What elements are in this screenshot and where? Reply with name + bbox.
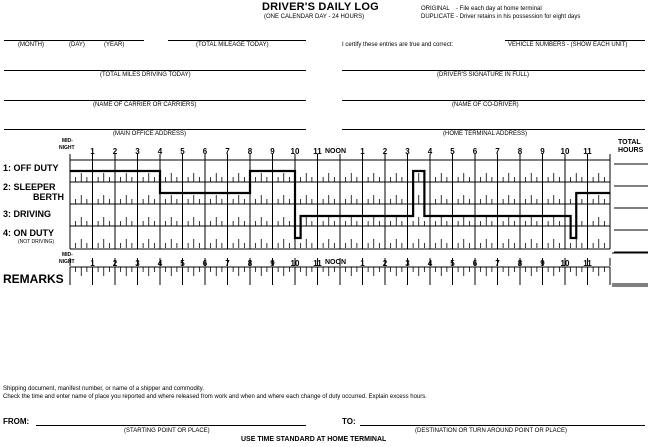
hour-label-am: 6	[202, 259, 208, 268]
hour-label-pm: 4	[427, 147, 433, 156]
hour-label-am: 9	[270, 259, 275, 268]
to-field[interactable]	[360, 416, 645, 425]
vehicle-numbers-label: VEHICLE NUMBERS - (SHOW EACH UNIT)	[508, 42, 628, 48]
hour-label-pm: 8	[517, 259, 523, 268]
main-office-label: (MAIN OFFICE ADDRESS)	[113, 131, 187, 137]
hour-label-pm: 2	[382, 147, 388, 156]
year-label: (YEAR)	[104, 42, 125, 48]
certify-text: I certify these entries are true and correct:	[342, 42, 454, 48]
remarks-label: REMARKS	[3, 272, 64, 286]
log-subtitle: (ONE CALENDAR DAY - 24 HOURS)	[264, 14, 365, 20]
hour-label-pm: 9	[540, 147, 545, 156]
log-title: DRIVER'S DAILY LOG	[262, 1, 379, 13]
shipping-text: Shipping document, manifest number, or name of a shipper and commodity.	[3, 386, 204, 392]
hour-label-am: 11	[313, 147, 322, 156]
hour-label-am: 3	[135, 147, 140, 156]
hour-label-pm: 5	[450, 259, 455, 268]
day-label: (DAY)	[69, 42, 85, 48]
midnight-bottom-label-2: NIGHT	[59, 259, 75, 265]
hour-label-pm: 1	[360, 259, 365, 268]
hour-label-pm: 2	[382, 259, 388, 268]
time-standard-text: USE TIME STANDARD AT HOME TERMINAL	[241, 436, 387, 443]
hour-label-pm: 7	[495, 259, 500, 268]
driver-signature-label: (DRIVER'S SIGNATURE IN FULL)	[437, 72, 530, 78]
sleeper-berth-label-2: BERTH	[33, 192, 64, 202]
hour-label-am: 8	[247, 147, 253, 156]
hour-label-pm: 3	[405, 147, 410, 156]
hour-label-am: 5	[180, 259, 185, 268]
to-label: TO:	[342, 417, 356, 426]
duplicate-text: - Driver retains in his possession for eight days	[456, 14, 581, 20]
hour-label-am: 2	[112, 259, 118, 268]
hour-label-pm: 3	[405, 259, 410, 268]
hour-label-am: 9	[270, 147, 275, 156]
hour-label-pm: 4	[427, 259, 433, 268]
hour-label-am: 1	[90, 147, 95, 156]
not-driving-label: (NOT DRIVING)	[18, 239, 55, 245]
total-hours-label-1: TOTAL	[618, 139, 641, 146]
driving-label: 3: DRIVING	[3, 209, 52, 219]
hour-label-am: 8	[247, 259, 253, 268]
hour-label-pm: 7	[495, 147, 500, 156]
noon-label-top: NOON	[325, 148, 346, 155]
hour-label-am: 1	[90, 259, 95, 268]
hour-label-am: 7	[225, 147, 230, 156]
co-driver-label: (NAME OF CO-DRIVER)	[452, 102, 519, 108]
total-hours-label-2: HOURS	[618, 147, 644, 154]
hour-label-am: 4	[157, 259, 163, 268]
from-field[interactable]	[36, 416, 306, 425]
hour-label-pm: 10	[560, 259, 570, 268]
home-terminal-label: (HOME TERMINAL ADDRESS)	[443, 131, 528, 137]
hour-label-am: 10	[290, 147, 300, 156]
duplicate-label: DUPLICATE	[421, 14, 455, 20]
hour-label-pm: 10	[560, 147, 570, 156]
from-label: FROM:	[3, 417, 30, 426]
hour-label-am: 4	[157, 147, 163, 156]
original-text: - File each day at home terminal	[456, 6, 542, 12]
total-mileage-label: (TOTAL MILEAGE TODAY)	[196, 42, 269, 48]
midnight-top-label-2: MID-	[62, 252, 73, 258]
hour-label-pm: 9	[540, 259, 545, 268]
sleeper-berth-label: 2: SLEEPER	[3, 182, 56, 192]
carrier-label: (NAME OF CARRIER OR CARRIERS)	[93, 102, 197, 108]
month-label: (MONTH)	[18, 42, 44, 48]
hour-label-am: 10	[290, 259, 300, 268]
hour-label-pm: 5	[450, 147, 455, 156]
check-text: Check the time and enter name of place you reported and where released from work and when and where each change of duty occurred. Explain excess hours.	[3, 394, 427, 400]
hour-label-pm: 1	[360, 147, 365, 156]
hour-label-am: 11	[313, 259, 322, 268]
hour-label-am: 2	[112, 147, 118, 156]
off-duty-label: 1: OFF DUTY	[3, 163, 59, 173]
hour-label-pm: 6	[472, 147, 478, 156]
hour-label-am: 7	[225, 259, 230, 268]
hour-label-pm: 8	[517, 147, 523, 156]
on-duty-label: 4: ON DUTY	[3, 228, 55, 238]
hour-label-pm: 11	[583, 259, 592, 268]
midnight-bottom-label: NIGHT	[59, 145, 75, 151]
original-label: ORIGINAL	[421, 6, 450, 12]
noon-label-bottom: NOON	[325, 259, 346, 266]
hour-label-pm: 6	[472, 259, 478, 268]
hour-label-am: 3	[135, 259, 140, 268]
from-sub-label: (STARTING POINT OR PLACE)	[124, 428, 210, 434]
to-sub-label: (DESTINATION OR TURN AROUND POINT OR PLACE)	[415, 428, 568, 434]
total-miles-driving-label: (TOTAL MILES DRIVING TODAY)	[100, 72, 191, 78]
hour-label-pm: 11	[583, 147, 592, 156]
midnight-top-label: MID-	[62, 138, 73, 144]
hour-label-am: 6	[202, 147, 208, 156]
hour-label-am: 5	[180, 147, 185, 156]
